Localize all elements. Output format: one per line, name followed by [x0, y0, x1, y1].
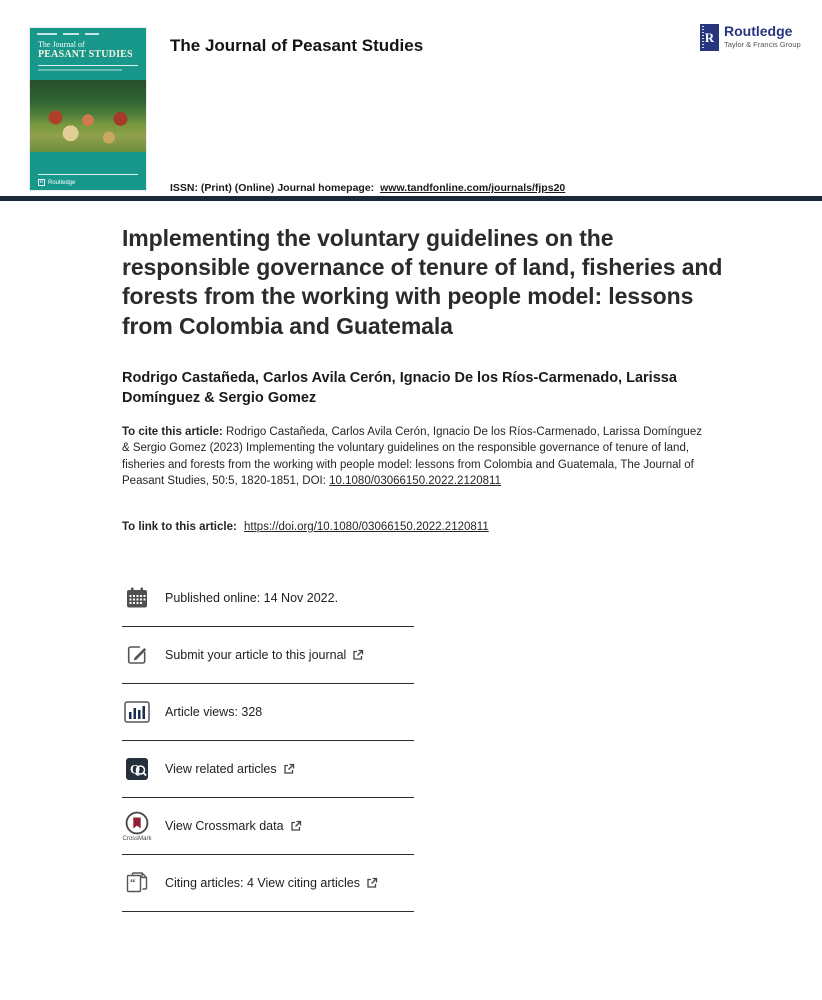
action-row-related-articles[interactable] — [122, 741, 414, 798]
publisher-logo — [700, 24, 801, 51]
cover-imprint — [38, 179, 75, 186]
cover-subtitle-decoration — [38, 69, 122, 71]
cite-label: To cite this article: — [122, 426, 223, 438]
action-row-submit-article[interactable] — [122, 627, 414, 684]
journal-title: The Journal of Peasant Studies — [170, 36, 424, 55]
cover-footer-divider — [38, 174, 138, 175]
citing-articles-link[interactable]: Citing articles: 4 View citing articles — [165, 876, 378, 890]
external-link-icon — [366, 877, 378, 889]
crossmark-icon — [122, 811, 152, 842]
routledge-logo-icon: R — [700, 24, 719, 51]
bar-chart-icon — [122, 700, 152, 724]
crossmark-link[interactable]: View Crossmark data — [165, 819, 302, 833]
action-row-crossmark[interactable] — [122, 798, 414, 855]
link-label: To link to this article: — [122, 521, 237, 533]
published-online-text: Published online: 14 Nov 2022. — [165, 591, 339, 605]
svg-text:“: “ — [130, 877, 136, 889]
external-link-icon — [283, 763, 295, 775]
cover-masthead-top: The Journal of — [38, 40, 85, 49]
article-title: Implementing the voluntary guidelines on the responsible governance of tenure of land, fisheries and forests from the working with people model: lessons from Colombia and Guatemala — [122, 225, 723, 339]
citing-articles-icon — [122, 871, 152, 895]
external-link-icon — [290, 820, 302, 832]
issn-label: ISSN: (Print) (Online) Journal homepage: — [170, 182, 375, 194]
cite-text: Rodrigo Castañeda, Carlos Avila Cerón, Ignacio De los Ríos-Carmenado, Larissa Domínguez & Sergio Gomez (2023) Implementing the voluntary guidelines on the responsible governance of tenure of land, fisheries and forests from the working with people model: lessons from Colombia and Guatemala, The Journal of Peasant Studies, 50:5, 1820-1851, DOI: — [122, 426, 702, 487]
cover-divider — [38, 65, 138, 66]
submit-pencil-icon — [122, 643, 152, 667]
routledge-mini-logo-icon: R — [39, 180, 44, 185]
calendar-icon — [122, 586, 152, 610]
cite-doi-link[interactable]: 10.1080/03066150.2022.2120811 — [329, 474, 501, 487]
journal-cover-thumbnail — [30, 28, 146, 190]
article-authors: Rodrigo Castañeda, Carlos Avila Cerón, Ignacio De los Ríos-Carmenado, Larissa Domínguez & Sergio Gomez — [122, 370, 677, 407]
journal-homepage-link[interactable]: www.tandfonline.com/journals/fjps20 — [380, 182, 566, 194]
article-views-text: Article views: 328 — [165, 705, 263, 719]
doi-link[interactable]: https://doi.org/10.1080/03066150.2022.2120811 — [244, 521, 489, 533]
cover-painting-image — [30, 80, 146, 152]
doi-link-line — [122, 521, 489, 533]
cover-issue-info-decoration — [37, 33, 139, 35]
header-rule — [0, 196, 822, 201]
submit-article-link[interactable]: Submit your article to this journal — [165, 648, 364, 662]
publisher-name: Routledge — [724, 23, 793, 39]
cover-imprint-label: Routledge — [48, 179, 76, 186]
action-row-published-online — [122, 570, 414, 627]
issn-homepage-line — [170, 182, 565, 194]
action-row-citing-articles[interactable] — [122, 855, 414, 912]
crossmark-caption: CrossMark — [122, 835, 152, 842]
article-actions — [122, 570, 414, 912]
related-articles-icon — [122, 757, 152, 781]
external-link-icon — [352, 649, 364, 661]
svg-text:Q: Q — [130, 761, 141, 777]
cite-block — [122, 424, 708, 489]
cover-masthead-title: PEASANT STUDIES — [38, 49, 133, 60]
publisher-tagline: Taylor & Francis Group — [724, 40, 801, 50]
action-row-article-views — [122, 684, 414, 741]
related-articles-link[interactable]: View related articles — [165, 762, 295, 776]
